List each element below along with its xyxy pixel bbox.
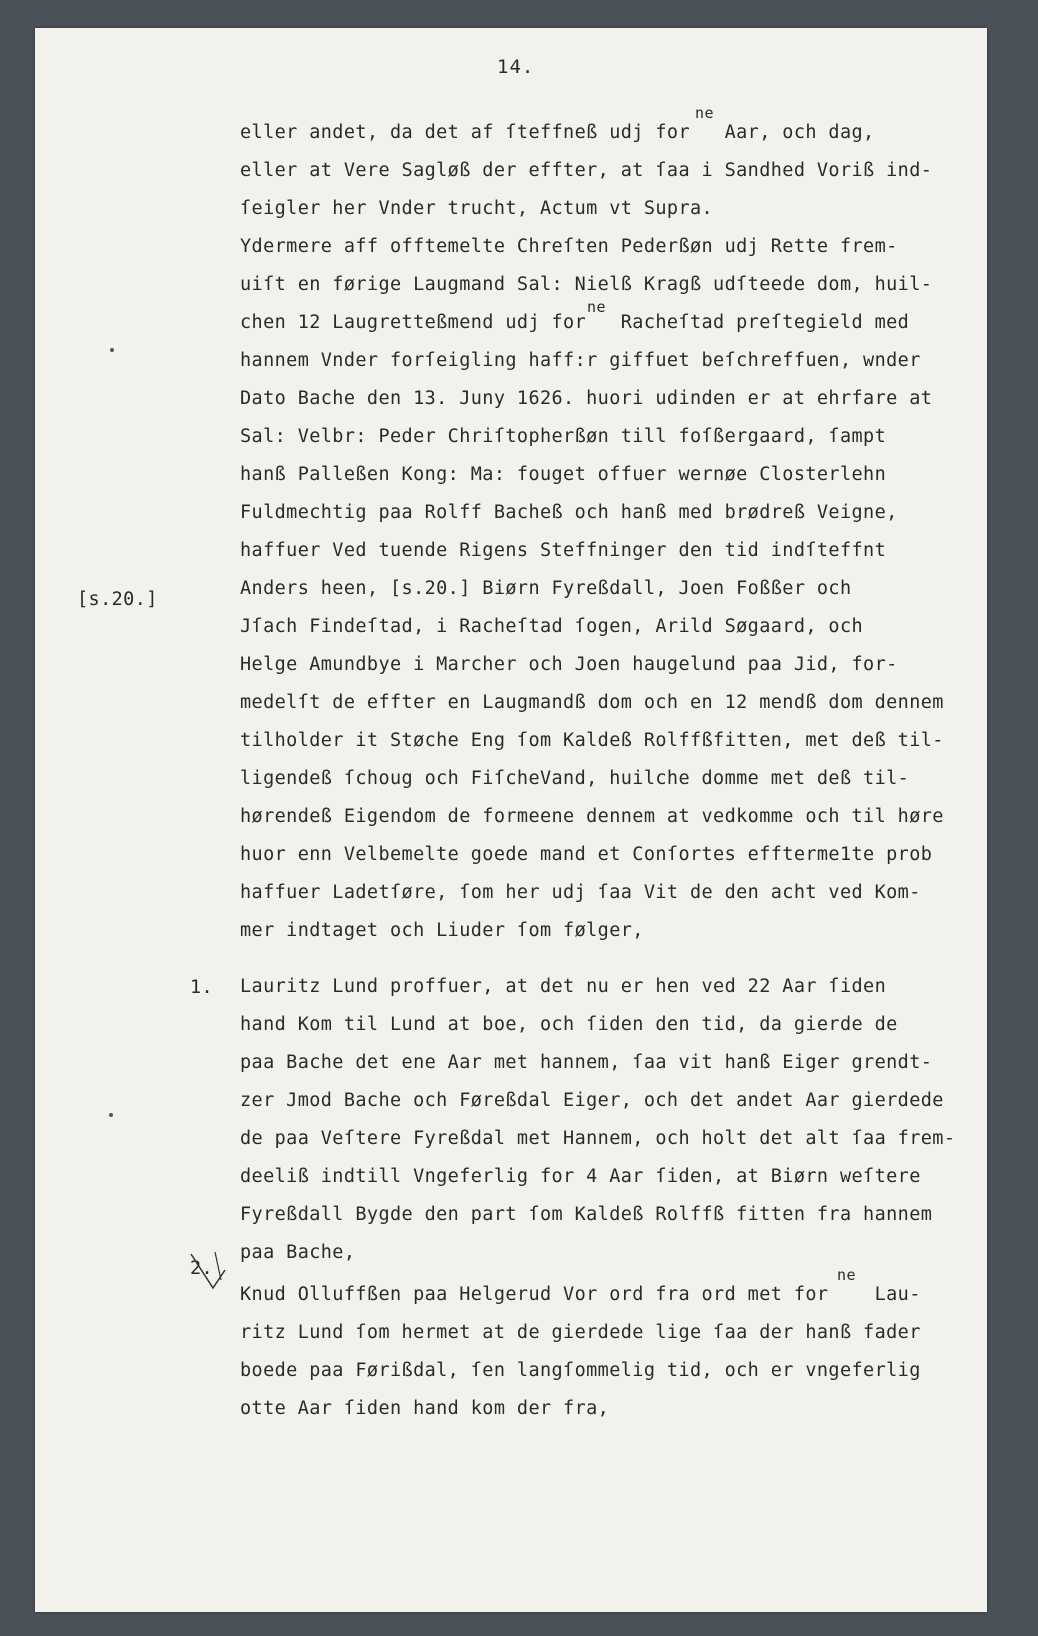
- superscript-ne: ne: [837, 1266, 857, 1284]
- text-line: Lauritz Lund proffuer, at det nu er hen ved 22 Aar ſiden: [240, 976, 887, 997]
- text-line: ritz Lund ſom hermet at de gierdede lige ſaa der hanß fader: [240, 1322, 921, 1343]
- text-line: Helge Amundbye i Marcher och Joen haugelund paa Jid, for-: [240, 654, 898, 675]
- text-line: uiſt en førige Laugmand Sal: Nielß Kragß udſteede dom, huil-: [240, 274, 933, 295]
- text-line: Dato Bache den 13. Juny 1626. huori udinden er at ehrfare at: [240, 388, 933, 409]
- text-line: hand Kom til Lund at boe, och ſiden den tid, da gierde de: [240, 1014, 898, 1035]
- text-line: eller andet, da det af ſteffneß udj for Aar, och dag,: [240, 122, 875, 143]
- text-line: tilholder it Støche Eng ſom Kaldeß Rolffßfitten, met deß til-: [240, 730, 944, 751]
- paper-speck: [109, 1113, 113, 1117]
- text-line: ſeigler her Vnder trucht, Actum vt Supra.: [240, 198, 714, 219]
- paper-speck: [110, 348, 114, 352]
- text-line: mer indtaget och Liuder ſom følger,: [240, 920, 644, 941]
- document-page: [35, 28, 987, 1612]
- text-line: ligendeß ſchoug och FiſcheVand, huilche domme met deß til-: [240, 768, 910, 789]
- text-line: deeliß indtill Vngeferlig for 4 Aar ſiden, at Biørn weſtere: [240, 1166, 921, 1187]
- text-line: hannem Vnder forſeigling haff:r giffuet beſchreffuen, wnder: [240, 350, 921, 371]
- text-line: chen 12 Laugretteßmend udj for Racheſtad preſtegield med: [240, 312, 910, 333]
- superscript-ne: ne: [587, 298, 607, 316]
- text-line: paa Bache det ene Aar met hannem, ſaa vit hanß Eiger grendt-: [240, 1052, 933, 1073]
- text-line: haffuer Ved tuende Rigens Steffninger den tid indſteffnt: [240, 540, 887, 561]
- page-number: 14.: [497, 56, 535, 78]
- text-line: huor enn Velbemelte goede mand et Conſortes effterme1te prob: [240, 844, 933, 865]
- margin-item-number: 2.: [190, 1258, 214, 1279]
- text-line: haffuer Ladetſøre, ſom her udj ſaa Vit de den acht ved Kom-: [240, 882, 921, 903]
- text-line: Fuldmechtig paa Rolff Bacheß och hanß med brødreß Veigne,: [240, 502, 898, 523]
- text-line: boede paa Førißdal, ſen langſommelig tid, och er vngeferlig: [240, 1360, 921, 1381]
- text-line: medelſt de effter en Laugmandß dom och en 12 mendß dom dennem: [240, 692, 944, 713]
- text-line: de paa Veſtere Fyreßdal met Hannem, och holt det alt ſaa frem-: [240, 1128, 956, 1149]
- margin-page-reference: [s.20.]: [77, 589, 158, 610]
- text-line: Jſach Findeſtad, i Racheſtad ſogen, Arild Søgaard, och: [240, 616, 864, 637]
- text-line: otte Aar ſiden hand kom der fra,: [240, 1398, 610, 1419]
- text-line: zer Jmod Bache och Føreßdal Eiger, och det andet Aar gierdede: [240, 1090, 944, 1111]
- text-line: Sal: Velbr: Peder Chriſtopherßøn till foſßergaard, ſampt: [240, 426, 887, 447]
- text-line: eller at Vere Sagløß der effter, at ſaa i Sandhed Voriß ind-: [240, 160, 933, 181]
- text-line: hanß Palleßen Kong: Ma: fouget offuer wernøe Closterlehn: [240, 464, 887, 485]
- text-line: paa Bache,: [240, 1242, 356, 1263]
- handwritten-arrow-mark: [185, 1250, 245, 1300]
- text-line: Fyreßdall Bygde den part ſom Kaldeß Rolffß fitten fra hannem: [240, 1204, 933, 1225]
- text-line: Anders heen, [s.20.] Biørn Fyreßdall, Joen Foßßer och: [240, 578, 852, 599]
- margin-item-number: 1.: [190, 977, 214, 998]
- text-line: hørendeß Eigendom de formeene dennem at vedkomme och til høre: [240, 806, 944, 827]
- text-line: Ydermere aff offtemelte Chreſten Pederßøn udj Rette frem-: [240, 236, 898, 257]
- superscript-ne: ne: [695, 104, 715, 122]
- text-line: Knud Olluffßen paa Helgerud Vor ord fra ord met for Lau-: [240, 1284, 921, 1305]
